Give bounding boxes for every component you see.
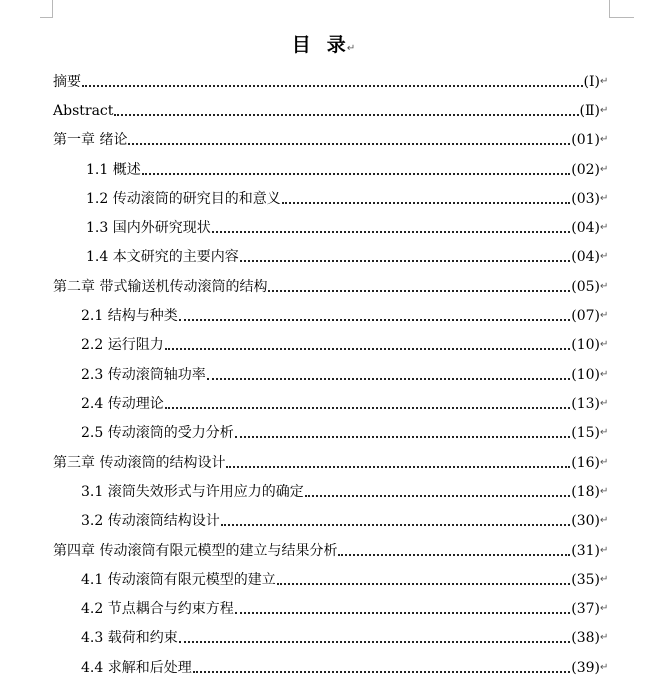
toc-entry-page-number: (35) (571, 572, 600, 588)
toc-entry-page-number: (39) (571, 660, 600, 676)
toc-entry-title: 4.1 传动滚筒有限元模型的建立 (81, 572, 276, 588)
toc-entry-page-number: (03) (571, 191, 600, 207)
toc-entry-title: 1.2 传动滚筒的研究目的和意义 (86, 191, 281, 207)
toc-entry[interactable] (86, 246, 610, 268)
dot-leader (277, 582, 571, 585)
toc-entry[interactable] (81, 510, 610, 532)
paragraph-mark-icon: ↵ (600, 574, 609, 585)
toc-entry[interactable] (81, 393, 610, 415)
toc-entry-title: 1.1 概述 (86, 162, 141, 178)
toc-entry[interactable] (81, 657, 610, 679)
toc-entry-title: 2.5 传动滚筒的受力分析 (81, 425, 234, 441)
title-char-2: 录 (326, 34, 346, 56)
paragraph-mark-icon: ↵ (600, 310, 609, 321)
toc-entry-page-number: (38) (571, 630, 600, 646)
toc-entry-page-number: (31) (571, 543, 600, 559)
toc-entry-page-number: (04) (571, 249, 600, 265)
toc-entry[interactable] (81, 334, 610, 356)
toc-entry-title: 第二章 带式输送机传动滚筒的结构 (53, 279, 268, 295)
toc-entry-title: 3.2 传动滚筒结构设计 (81, 513, 220, 529)
toc-entry-page-number: (37) (571, 601, 600, 617)
toc-entry[interactable] (86, 159, 610, 181)
toc-entry[interactable] (81, 481, 610, 503)
paragraph-mark-icon: ↵ (600, 486, 609, 497)
dot-leader (240, 259, 571, 262)
paragraph-mark-icon: ↵ (600, 251, 609, 262)
paragraph-mark-icon: ↵ (600, 193, 609, 204)
crop-mark-top-left (40, 0, 53, 18)
toc-entry-page-number: (30) (571, 513, 600, 529)
dot-leader (235, 611, 571, 614)
toc-entry[interactable] (53, 540, 610, 562)
toc-entry-page-number: (16) (571, 455, 600, 471)
toc-entry[interactable] (86, 188, 610, 210)
dot-leader (282, 201, 571, 204)
paragraph-mark-icon: ↵ (346, 43, 356, 54)
toc-entry-title: 2.4 传动理论 (81, 396, 164, 412)
dot-leader (82, 84, 583, 87)
toc-entry-page-number: (10) (571, 337, 600, 353)
paragraph-mark-icon: ↵ (600, 76, 609, 87)
dot-leader (226, 465, 570, 468)
page-title (0, 30, 647, 57)
toc-entry[interactable] (81, 569, 610, 591)
paragraph-mark-icon: ↵ (600, 457, 609, 468)
dot-leader (268, 289, 570, 292)
toc-entry-title: 1.3 国内外研究现状 (86, 220, 211, 236)
toc-entry-page-number: (Ⅱ) (579, 103, 600, 119)
toc-entry-title: 3.1 滚筒失效形式与许用应力的确定 (81, 484, 304, 500)
dot-leader (165, 406, 571, 409)
paragraph-mark-icon: ↵ (600, 339, 609, 350)
toc-entry[interactable] (53, 129, 610, 151)
toc-entry[interactable] (81, 422, 610, 444)
dot-leader (128, 142, 570, 145)
toc-entry-page-number: (02) (571, 162, 600, 178)
toc-entry-page-number: (01) (571, 132, 600, 148)
dot-leader (114, 113, 578, 116)
toc-entry[interactable] (86, 217, 610, 239)
toc-entry-title: 4.2 节点耦合与约束方程 (81, 601, 234, 617)
toc-entry-title: 4.4 求解和后处理 (81, 660, 192, 676)
paragraph-mark-icon: ↵ (600, 134, 609, 145)
paragraph-mark-icon: ↵ (600, 545, 609, 556)
toc-entry-page-number: (04) (571, 220, 600, 236)
dot-leader (142, 172, 571, 175)
dot-leader (212, 230, 571, 233)
toc-entry[interactable] (81, 305, 610, 327)
toc-entry-title: 1.4 本文研究的主要内容 (86, 249, 239, 265)
toc-entry-title: 第一章 绪论 (53, 132, 128, 148)
toc-entry-title: 2.1 结构与种类 (81, 308, 178, 324)
toc-entry[interactable] (53, 100, 610, 122)
paragraph-mark-icon: ↵ (600, 515, 609, 526)
paragraph-mark-icon: ↵ (600, 398, 609, 409)
toc-entry-page-number: (Ⅰ) (583, 74, 600, 90)
dot-leader (207, 377, 571, 380)
paragraph-mark-icon: ↵ (600, 632, 609, 643)
toc-entry[interactable] (53, 71, 610, 93)
toc-entry-title: 4.3 载荷和约束 (81, 630, 178, 646)
dot-leader (165, 347, 571, 350)
toc-entry[interactable] (81, 598, 610, 620)
paragraph-mark-icon: ↵ (600, 105, 609, 116)
dot-leader (221, 523, 571, 526)
dot-leader (338, 553, 570, 556)
paragraph-mark-icon: ↵ (600, 164, 609, 175)
dot-leader (193, 670, 571, 673)
dot-leader (179, 640, 571, 643)
paragraph-mark-icon: ↵ (600, 222, 609, 233)
toc-entry-page-number: (18) (571, 484, 600, 500)
paragraph-mark-icon: ↵ (600, 603, 609, 614)
crop-mark-top-right (609, 0, 634, 18)
toc-entry[interactable] (53, 276, 610, 298)
dot-leader (235, 435, 571, 438)
toc-entry-title: 2.2 运行阻力 (81, 337, 164, 353)
toc-entry-title: Abstract (53, 103, 114, 119)
toc-entry[interactable] (53, 452, 610, 474)
dot-leader (179, 318, 571, 321)
paragraph-mark-icon: ↵ (600, 369, 609, 380)
toc-entry-page-number: (10) (571, 367, 600, 383)
toc-entry[interactable] (81, 364, 610, 386)
toc-entry-title: 第四章 传动滚筒有限元模型的建立与结果分析 (53, 543, 338, 559)
toc-entry-page-number: (13) (571, 396, 600, 412)
title-char-1: 目 (291, 34, 311, 56)
toc-entry[interactable] (81, 627, 610, 649)
paragraph-mark-icon: ↵ (600, 427, 609, 438)
toc-entry-title: 2.3 传动滚筒轴功率 (81, 367, 206, 383)
dot-leader (305, 494, 571, 497)
toc-entry-page-number: (15) (571, 425, 600, 441)
toc-entry-title: 第三章 传动滚筒的结构设计 (53, 455, 226, 471)
toc-entry-page-number: (07) (571, 308, 600, 324)
paragraph-mark-icon: ↵ (600, 281, 609, 292)
toc-entry-title: 摘要 (53, 74, 81, 90)
toc-entry-page-number: (05) (571, 279, 600, 295)
paragraph-mark-icon: ↵ (600, 662, 609, 673)
